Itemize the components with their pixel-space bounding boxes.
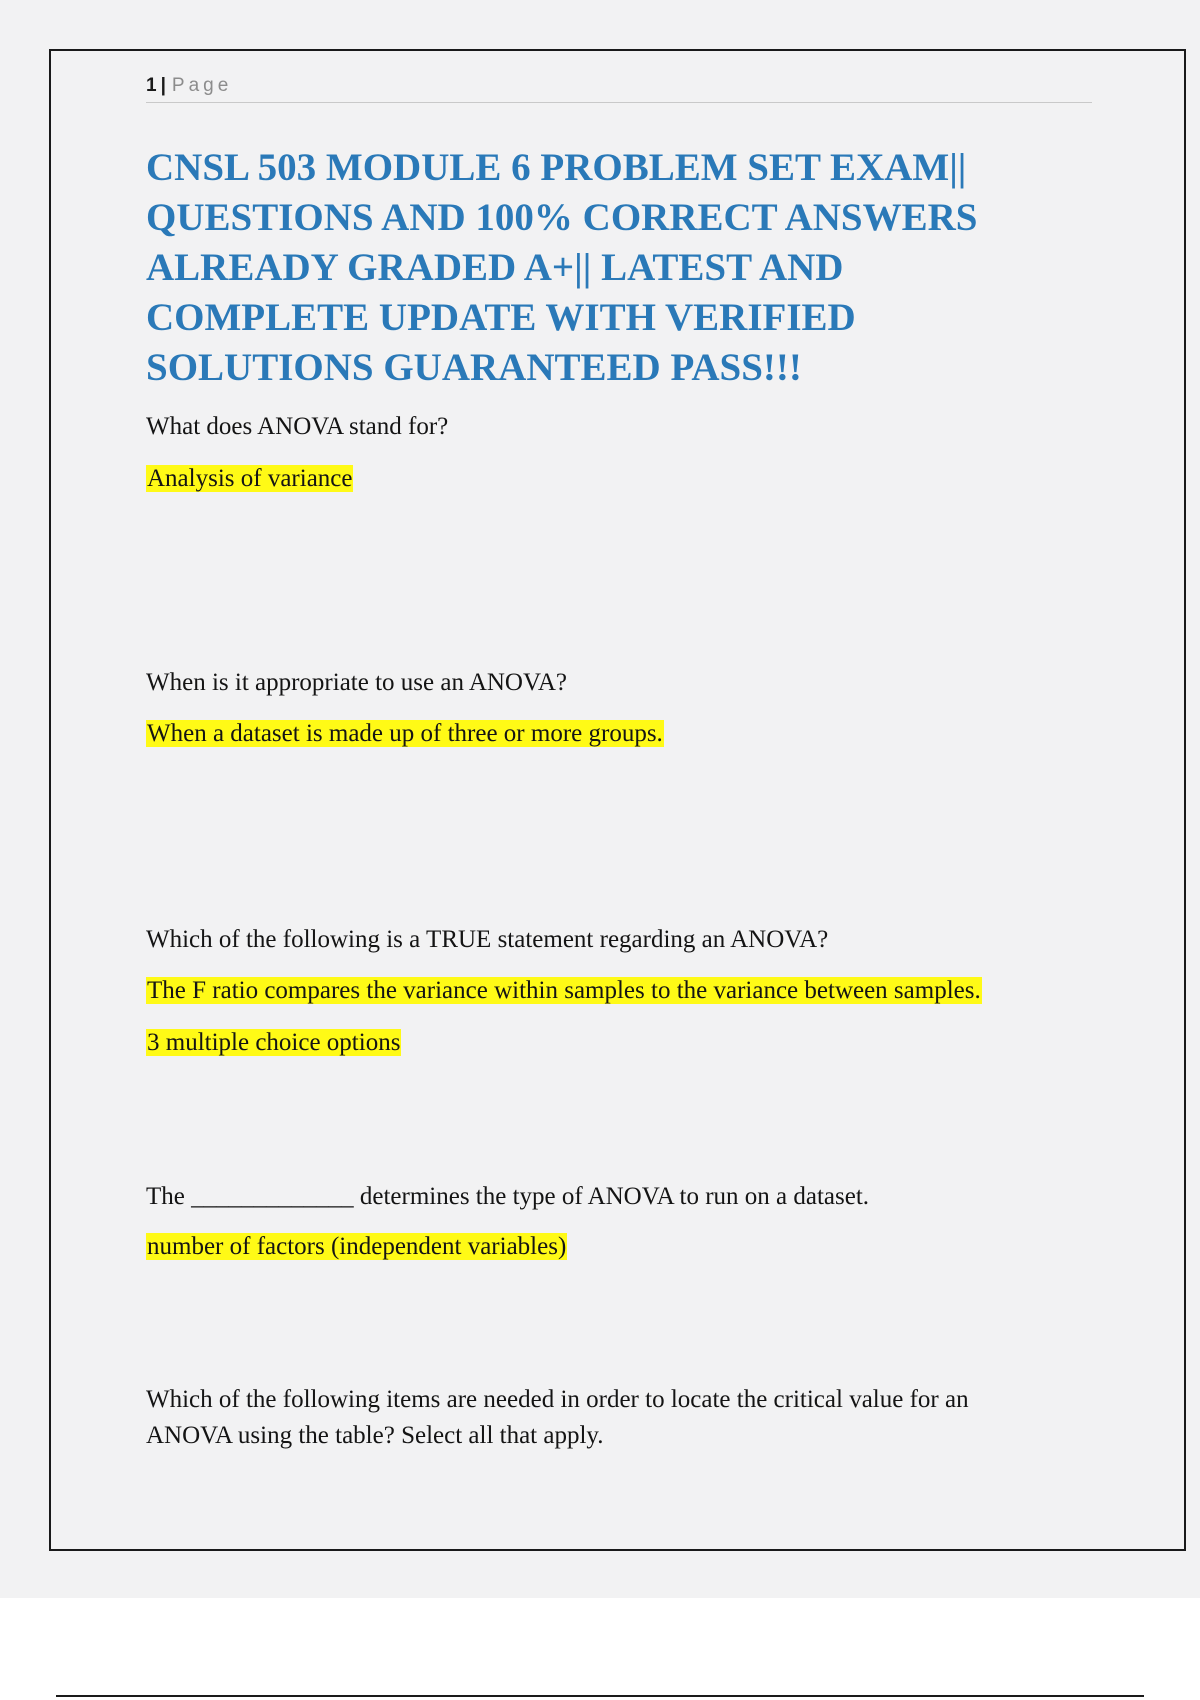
footer-rule: [56, 1695, 1144, 1697]
page-header: [146, 74, 1092, 103]
title-line: COMPLETE UPDATE WITH VERIFIED: [146, 296, 856, 339]
question-3: Which of the following is a TRUE statement regarding an ANOVA?: [146, 926, 829, 953]
page-number: 1: [146, 75, 157, 96]
answer-2: [146, 717, 664, 751]
title-line: ALREADY GRADED A+|| LATEST AND: [146, 246, 844, 289]
question-1: What does ANOVA stand for?: [146, 413, 449, 440]
answer-3-note: [146, 1026, 401, 1060]
title-line: CNSL 503 MODULE 6 PROBLEM SET EXAM||: [146, 146, 967, 189]
page-separator: |: [160, 75, 166, 96]
question-5-line-1: Which of the following items are needed in order to locate the critical value for an: [146, 1386, 969, 1413]
highlighted-answer: The F ratio compares the variance within samples to the variance between samples.: [147, 977, 981, 1004]
document-title: [146, 143, 1106, 393]
answer-1: [146, 462, 353, 496]
title-line: SOLUTIONS GUARANTEED PASS!!!: [146, 346, 802, 389]
highlighted-answer: number of factors (independent variables): [147, 1233, 567, 1260]
question-5-line-2: ANOVA using the table? Select all that apply.: [146, 1422, 604, 1449]
answer-4: [146, 1230, 567, 1264]
answer-3: [146, 974, 982, 1008]
question-4: The _____________ determines the type of ANOVA to run on a dataset.: [146, 1183, 870, 1210]
title-line: QUESTIONS AND 100% CORRECT ANSWERS: [146, 196, 978, 239]
highlighted-answer: 3 multiple choice options: [147, 1029, 401, 1056]
question-2: When is it appropriate to use an ANOVA?: [146, 669, 567, 696]
highlighted-answer: Analysis of variance: [147, 465, 353, 492]
page-label: Page: [171, 75, 233, 96]
highlighted-answer: When a dataset is made up of three or more groups.: [147, 720, 663, 747]
